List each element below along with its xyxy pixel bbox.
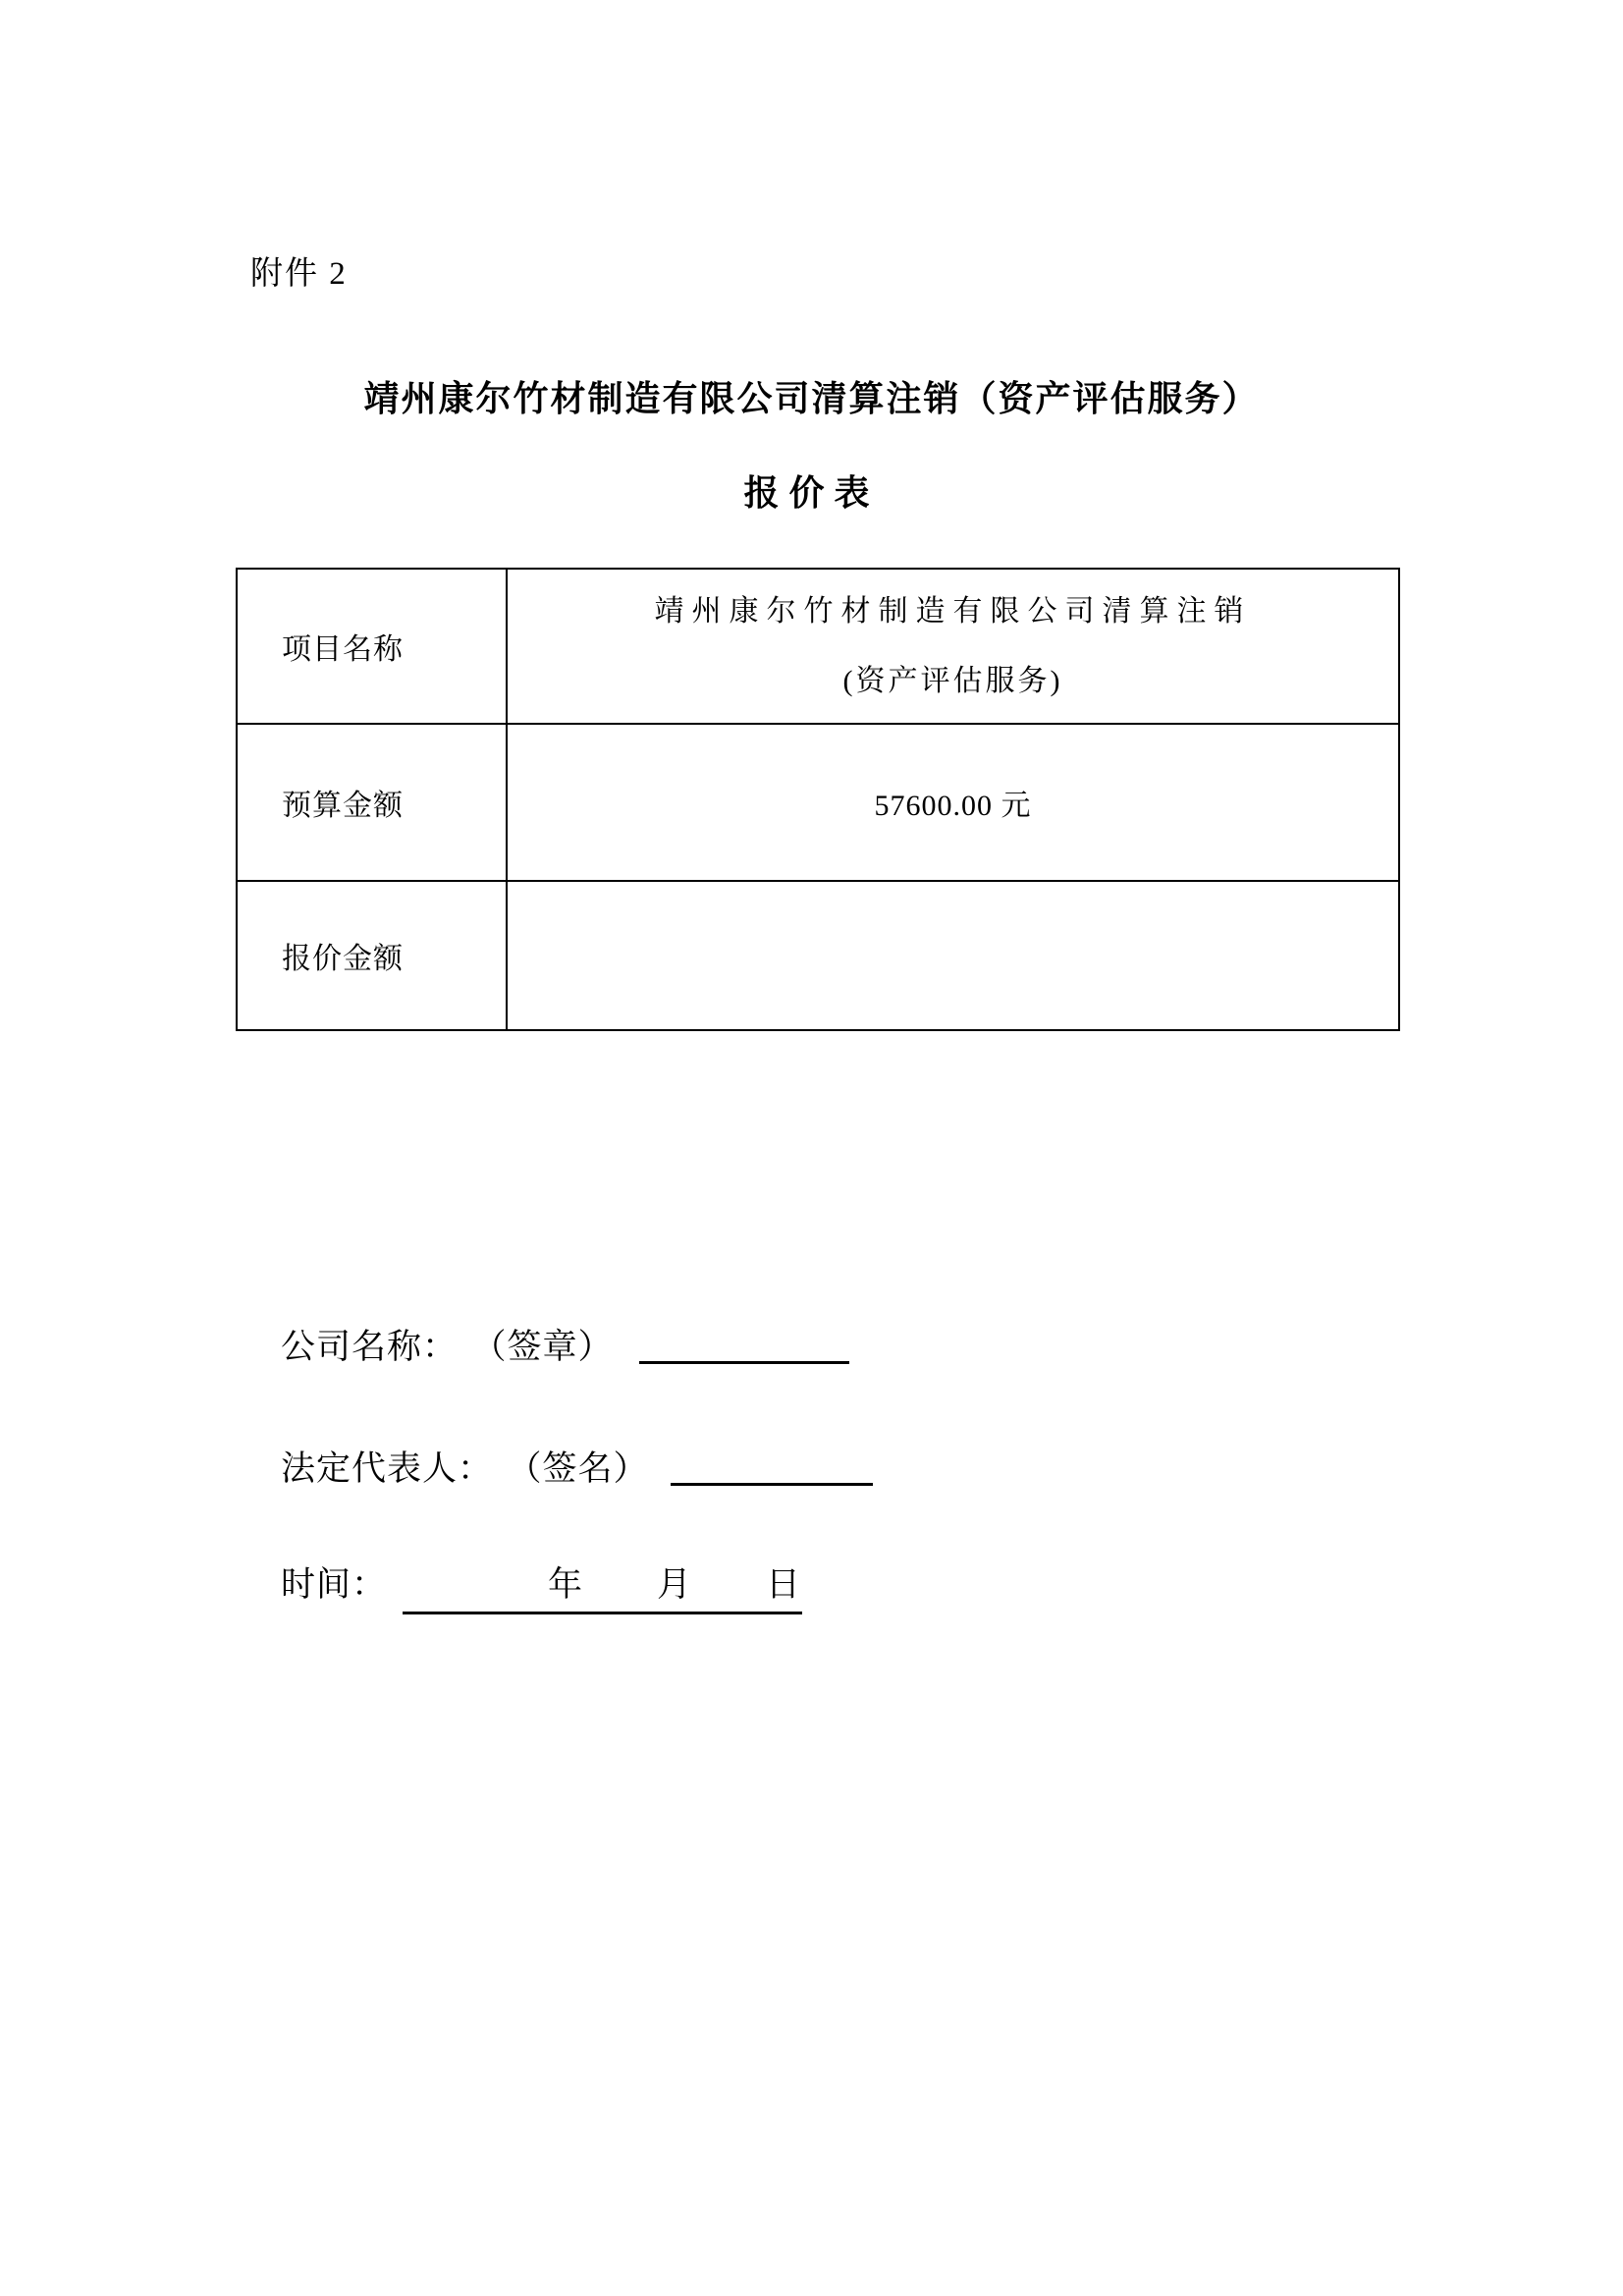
time-label: 时间： (281, 1565, 388, 1604)
time-line (281, 1558, 802, 1614)
date-underline: 年 月 日 (403, 1558, 802, 1614)
project-name-value-line1: 靖州康尔竹材制造有限公司清算注销 (654, 595, 1252, 628)
company-name-label: 公司名称： (281, 1328, 459, 1366)
quote-amount-label: 报价金额 (237, 881, 507, 1030)
project-name-cell (507, 569, 1399, 724)
legal-representative-blank-line (671, 1483, 873, 1486)
sign-label: （签名） (524, 1449, 649, 1488)
quotation-table (236, 568, 1400, 1031)
project-name-value-line2: (资产评估服务) (842, 665, 1063, 697)
seal-label: （签章） (489, 1328, 614, 1366)
table-row-budget-amount (237, 724, 1399, 881)
table-row-project-name (237, 569, 1399, 724)
attachment-label: 附件 2 (250, 256, 348, 292)
company-name-line (281, 1320, 849, 1369)
quote-amount-empty-cell (507, 881, 1399, 1030)
legal-representative-label: 法定代表人： (281, 1449, 494, 1488)
budget-amount-value: 57600.00 元 (874, 790, 1032, 822)
project-name-label: 项目名称 (237, 569, 507, 724)
table-row-quote-amount (237, 881, 1399, 1030)
legal-representative-line (281, 1442, 873, 1491)
company-name-blank-line (639, 1361, 849, 1364)
budget-amount-label: 预算金额 (237, 724, 507, 881)
document-title: 靖州康尔竹材制造有限公司清算注销（资产评估服务） (363, 379, 1260, 418)
document-subtitle: 报价表 (743, 473, 880, 513)
budget-amount-cell (507, 724, 1399, 881)
